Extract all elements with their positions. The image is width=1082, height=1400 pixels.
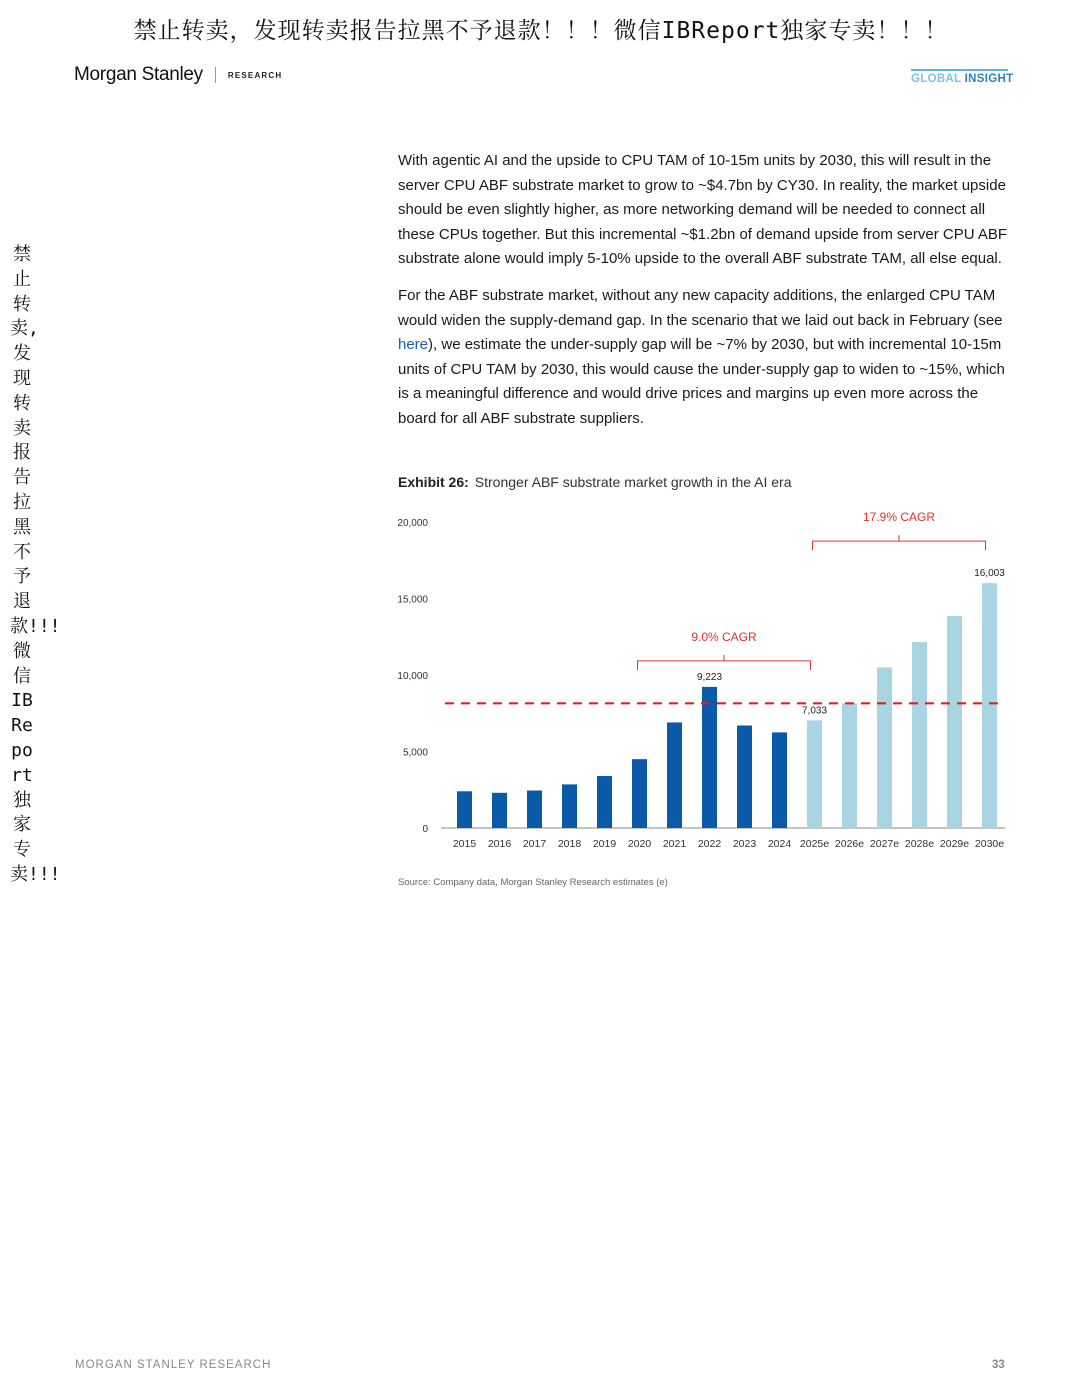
bar-2029e (947, 616, 962, 828)
global-insight-badge (911, 69, 1014, 85)
bar-2025e (807, 720, 822, 828)
x-tick-label: 2019 (592, 838, 617, 850)
y-tick-label: 10,000 (397, 671, 428, 682)
x-tick-label: 2025e (799, 838, 830, 850)
bar-2017 (527, 791, 542, 828)
bar-2024 (772, 732, 787, 828)
bar-2022 (702, 687, 717, 828)
x-tick-label: 2027e (869, 838, 900, 850)
x-tick-label: 2022 (697, 838, 722, 850)
bar-2021 (667, 722, 682, 828)
bar-2030e (982, 583, 997, 828)
x-tick-label: 2029e (939, 838, 970, 850)
x-tick-label: 2020 (627, 838, 652, 850)
research-label: RESEARCH (227, 70, 283, 80)
bar-2028e (912, 642, 927, 828)
bar-2026e (842, 703, 857, 828)
x-tick-label: 2018 (557, 838, 582, 850)
paragraph-1: With agentic AI and the upside to CPU TAM of 10-15m units by 2030, this will result in the server CPU ABF substrate market to grow to ~$4.7bn by CY30. In reality, the market upside should be even slightly higher, as more networking demand will be needed to connect all these CPUs together. But this incremental ~$1.2bn of demand upside from server CPU ABF substrate alone would imply 5-10% upside to the overall ABF substrate TAM, all else equal. (398, 152, 1008, 268)
insight-label: INSIGHT (964, 73, 1014, 85)
x-tick-label: 2030e (974, 838, 1005, 850)
bar-2015 (457, 791, 472, 828)
bar-2023 (737, 725, 752, 828)
bar-2016 (492, 793, 507, 828)
x-tick-label: 2023 (732, 838, 757, 850)
x-tick-label: 2024 (767, 838, 792, 850)
y-tick-label: 5,000 (402, 747, 428, 759)
watermark-side: 禁止转卖,发现转卖报告拉黑不予退款!!!微信IBReport独家专卖!!! (10, 244, 61, 885)
brand-divider (215, 67, 216, 83)
y-tick-label: 0 (422, 824, 428, 835)
paragraph-2 (398, 284, 1010, 432)
x-tick-label: 2016 (487, 838, 512, 850)
data-label: 7,033 (801, 705, 828, 717)
cagr-label: 17.9% CAGR (862, 510, 936, 525)
brand-header (74, 64, 282, 86)
chart-source: Source: Company data, Morgan Stanley Research estimates (e) (398, 877, 668, 888)
footer-label: MORGAN STANLEY RESEARCH (75, 1359, 272, 1371)
paragraph-2-start: For the ABF substrate market, without any new capacity additions, the enlarged CPU TAM would widen the supply-demand gap. In the scenario that we laid out back in February (see (398, 286, 1003, 329)
bar-2018 (562, 784, 577, 828)
bar-2019 (597, 776, 612, 828)
watermark-top: 禁止转卖，发现转卖报告拉黑不予退款！！！微信IBReport独家专卖！！！ (133, 18, 949, 44)
x-tick-label: 2017 (522, 838, 547, 850)
x-tick-label: 2028e (904, 838, 935, 850)
exhibit-title (398, 474, 792, 490)
exhibit-label: Exhibit 26: (398, 474, 469, 490)
here-link[interactable]: here (398, 336, 429, 354)
brand-logo: Morgan Stanley (74, 64, 203, 85)
data-label: 16,003 (974, 568, 1005, 580)
x-tick-label: 2015 (452, 838, 477, 850)
bar-2027e (877, 667, 892, 828)
data-label: 9,223 (696, 671, 723, 683)
global-label: GLOBAL (911, 73, 962, 85)
x-tick-label: 2026e (834, 838, 865, 850)
exhibit-caption: Stronger ABF substrate market growth in the AI era (474, 474, 792, 490)
abf-market-chart (395, 500, 1010, 860)
paragraph-2-end: ), we estimate the under-supply gap will be ~7% by 2030, but with incremental 10-15m units of CPU TAM by 2030, this would cause the under-supply gap to widen to ~15%, which is a meaningful difference and would drive prices and margins up even more across the board for all ABF substrate suppliers. (398, 336, 1005, 427)
cagr-bracket (638, 655, 811, 670)
bar-2020 (632, 759, 647, 828)
cagr-label: 9.0% CAGR (691, 629, 757, 644)
page-number: 33 (992, 1359, 1005, 1371)
y-tick-label: 20,000 (397, 518, 428, 529)
y-tick-label: 15,000 (397, 594, 428, 606)
x-tick-label: 2021 (662, 838, 687, 850)
body-text (398, 149, 1010, 444)
cagr-bracket (813, 535, 986, 550)
